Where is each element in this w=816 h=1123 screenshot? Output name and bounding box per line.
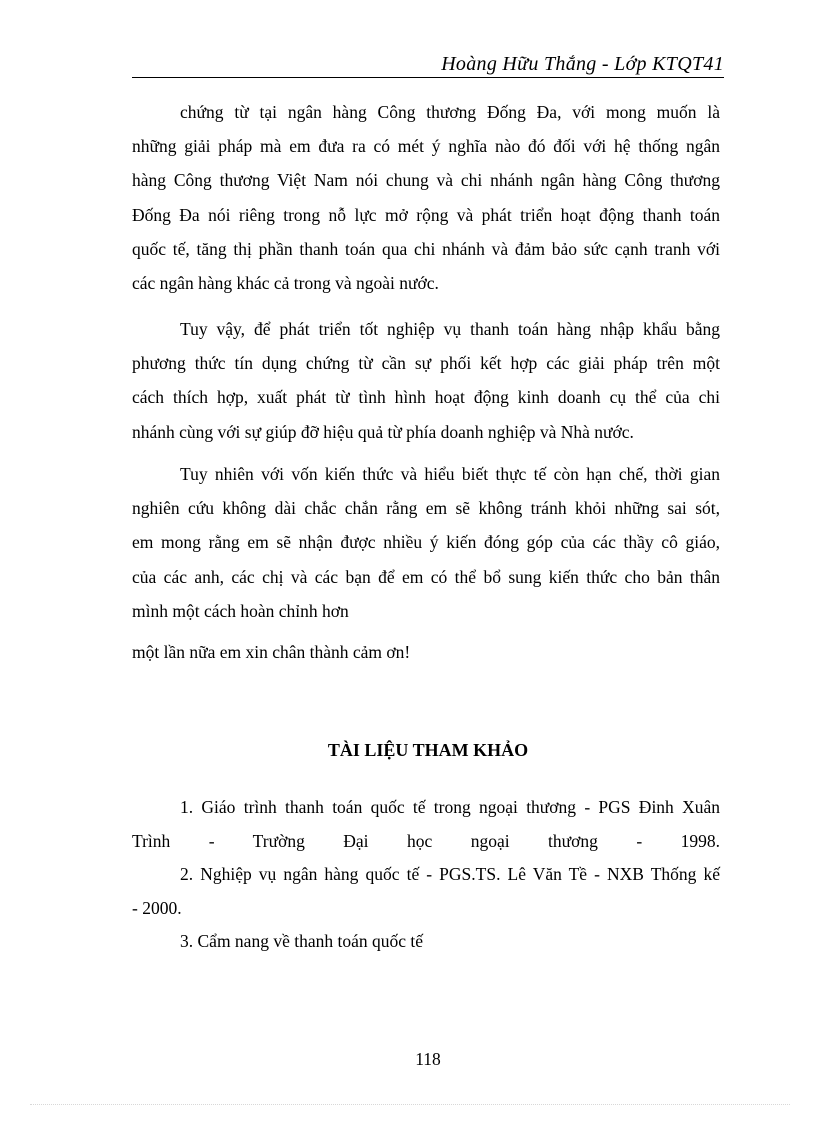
text-line: cách thích hợp, xuất phát từ tình hình hoạt động kinh doanh cụ thể của chi — [132, 387, 720, 408]
reference-line: Trình - Trường Đại học ngoại thương - 1998. — [132, 830, 720, 851]
reference-line: 1. Giáo trình thanh toán quốc tế trong ngoại thương - PGS Đinh Xuân — [180, 797, 720, 817]
text-line: Tuy vậy, để phát triển tốt nghiệp vụ thanh toán hàng nhập khẩu bằng — [180, 319, 720, 339]
paragraph-however — [132, 312, 720, 449]
text-line: em mong rằng em sẽ nhận được nhiều ý kiến đóng góp của các thầy cô giáo, — [132, 532, 720, 553]
running-header: Hoàng Hữu Thắng - Lớp KTQT41 — [441, 53, 724, 75]
paragraph-limitations — [132, 457, 720, 628]
text-line: nghiên cứu không dài chắc chắn rằng em sẽ không tránh khỏi những sai sót, — [132, 498, 720, 519]
text-line: chứng từ tại ngân hàng Công thương Đống Đa, với mong muốn là — [180, 102, 720, 122]
text-line: hàng Công thương Việt Nam nói chung và chi nhánh ngân hàng Công thương — [132, 170, 720, 191]
references-list — [132, 791, 720, 959]
text-line: phương thức tín dụng chứng từ cần sự phối kết hợp các giải pháp trên một — [132, 353, 720, 374]
text-line: của các anh, các chị và các bạn để em có thể bổ sung kiến thức cho bản thân — [132, 566, 720, 587]
text-line: nhánh cùng với sự giúp đỡ hiệu quả từ phía doanh nghiệp và Nhà nước. — [132, 421, 634, 442]
paragraph-thanks — [132, 635, 720, 669]
page-bottom-divider — [30, 1104, 790, 1105]
text-line: các ngân hàng khác cả trong và ngoài nước. — [132, 273, 439, 294]
text-line: quốc tế, tăng thị phần thanh toán qua chi nhánh và đảm bảo sức cạnh tranh với — [132, 238, 720, 259]
text-line: những giải pháp mà em đưa ra có mét ý nghĩa nào đó đối với hệ thống ngân — [132, 136, 720, 157]
reference-line: 2. Nghiệp vụ ngân hàng quốc tế - PGS.TS. Lê Văn Tề - NXB Thống kế — [180, 864, 720, 884]
header-rule — [132, 77, 724, 78]
references-title: TÀI LIỆU THAM KHẢO — [327, 740, 529, 760]
reference-line: - 2000. — [132, 897, 182, 918]
page-number: 118 — [415, 1049, 441, 1069]
paragraph-conclusion-hope — [132, 95, 720, 300]
text-line: Đống Đa nói riêng trong nỗ lực mở rộng và phát triển hoạt động thanh toán — [132, 204, 720, 225]
text-line: một lần nữa em xin chân thành cảm ơn! — [132, 642, 411, 662]
text-line: mình một cách hoàn chỉnh hơn — [132, 600, 349, 621]
reference-line: 3. Cẩm nang về thanh toán quốc tế — [180, 931, 423, 951]
text-line: Tuy nhiên với vốn kiến thức và hiểu biết thực tế còn hạn chế, thời gian — [180, 464, 720, 484]
